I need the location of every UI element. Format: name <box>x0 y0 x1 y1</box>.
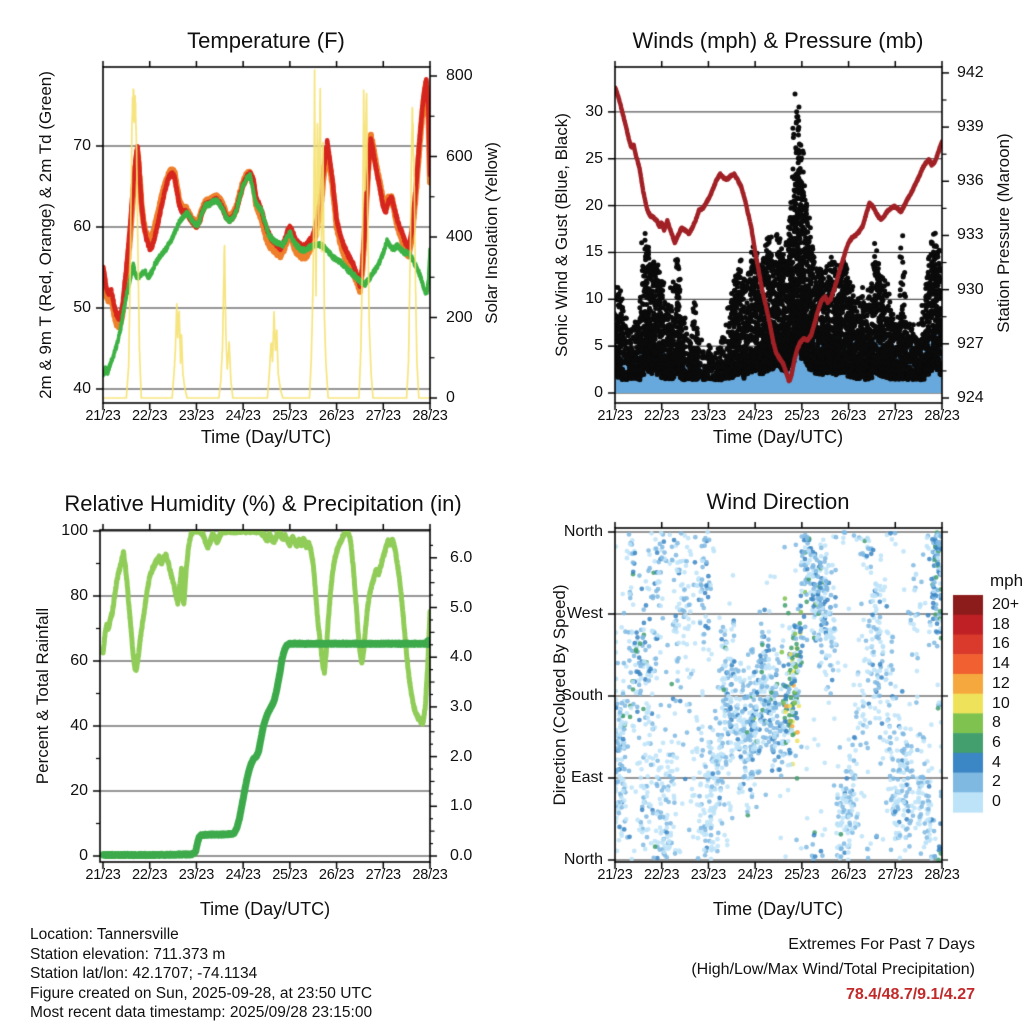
footer-elevation: Station elevation: 711.373 m <box>30 945 226 963</box>
direction-x-axis-label: Time (Day/UTC) <box>712 899 844 919</box>
pressure-tick-label: 933 <box>957 226 984 244</box>
precip-tick-label: 6.0 <box>450 548 473 566</box>
wind-direction-chart-title: Wind Direction <box>706 489 850 514</box>
x-tick-label: 28/23 <box>412 867 448 883</box>
x-tick-label: 26/23 <box>318 408 355 424</box>
colorbar-tick-label: 16 <box>992 635 1010 653</box>
x-tick-label: 22/23 <box>644 867 680 883</box>
percent-tick-label: 80 <box>70 587 88 604</box>
x-tick-label: 28/23 <box>412 408 448 424</box>
temp-tick-label: 60 <box>73 218 91 235</box>
footer-location: Location: Tannersville <box>30 926 179 943</box>
precip-tick-label: 3.0 <box>450 697 473 715</box>
footer-latlon: Station lat/lon: 42.1707; -74.1134 <box>30 965 258 982</box>
x-tick-label: 23/23 <box>178 867 215 883</box>
x-tick-label: 27/23 <box>365 408 401 424</box>
pressure-tick-label: 942 <box>957 63 984 81</box>
x-tick-label: 23/23 <box>690 867 727 883</box>
colorbar-tick-label: 14 <box>992 655 1010 673</box>
wind-tick-label: 0 <box>594 384 603 401</box>
pressure-right-axis-label: Station Pressure (Maroon) <box>994 133 1013 333</box>
x-tick-label: 24/23 <box>737 408 773 424</box>
precip-tick-label: 0.0 <box>450 847 473 864</box>
x-tick-label: 23/23 <box>178 408 215 424</box>
winds-x-axis-label: Time (Day/UTC) <box>712 427 844 447</box>
precip-tick-label: 2.0 <box>450 747 473 765</box>
temp-tick-label: 40 <box>73 380 91 397</box>
precip-tick-label: 1.0 <box>450 797 473 815</box>
direction-tick-label: North <box>563 523 603 540</box>
wind-left-axis-label: Sonic Wind & Gust (Blue, Black) <box>552 113 571 357</box>
pressure-tick-label: 939 <box>957 118 984 136</box>
humidity-x-axis-label: Time (Day/UTC) <box>199 899 331 919</box>
solar-tick-label: 600 <box>446 147 473 165</box>
wind-tick-label: 5 <box>594 337 603 355</box>
x-tick-label: 22/23 <box>644 408 680 424</box>
x-tick-label: 24/23 <box>225 867 261 883</box>
footer-created: Figure created on Sun, 2025-09-28, at 23:50 UTC <box>30 984 373 1002</box>
percent-tick-label: 100 <box>61 522 88 539</box>
x-tick-label: 25/23 <box>272 408 308 424</box>
colorbar-tick-label: 12 <box>992 674 1010 692</box>
extremes-subtitle: (High/Low/Max Wind/Total Precipitation) <box>691 961 975 978</box>
colorbar-tick-label: 8 <box>992 714 1001 732</box>
x-tick-label: 26/23 <box>318 867 355 883</box>
extremes-title: Extremes For Past 7 Days <box>788 936 975 953</box>
temperature-chart-title: Temperature (F) <box>187 28 345 53</box>
pressure-tick-label: 930 <box>957 280 984 298</box>
precip-tick-label: 4.0 <box>450 648 473 666</box>
wind-tick-label: 15 <box>585 243 603 261</box>
x-tick-label: 21/23 <box>597 408 633 424</box>
percent-tick-label: 40 <box>70 717 88 734</box>
x-tick-label: 28/23 <box>924 867 960 883</box>
wind-tick-label: 30 <box>585 102 603 120</box>
x-tick-label: 28/23 <box>924 408 960 424</box>
x-tick-label: 25/23 <box>784 408 820 424</box>
temperature-x-axis-label: Time (Day/UTC) <box>200 427 332 447</box>
humidity-precip-chart-title: Relative Humidity (%) & Precipitation (in) <box>64 491 462 516</box>
x-tick-label: 24/23 <box>225 408 261 424</box>
solar-tick-label: 0 <box>446 389 455 406</box>
direction-axis-label: Direction (Colored By Speed) <box>550 584 569 806</box>
colorbar-tick-label: 2 <box>992 773 1001 791</box>
x-tick-label: 22/23 <box>132 867 168 883</box>
x-tick-label: 23/23 <box>690 408 727 424</box>
x-tick-label: 21/23 <box>85 408 121 424</box>
colorbar-tick-label: 10 <box>992 694 1010 712</box>
x-tick-label: 25/23 <box>784 867 820 883</box>
x-tick-label: 26/23 <box>830 408 867 424</box>
wind-tick-label: 25 <box>585 149 603 167</box>
x-tick-label: 27/23 <box>877 408 913 424</box>
solar-right-axis-label: Solar Insolation (Yellow) <box>482 142 501 324</box>
extremes-values: 78.4/48.7/9.1/4.27 <box>846 986 975 1003</box>
solar-tick-label: 200 <box>446 308 473 326</box>
x-tick-label: 27/23 <box>365 867 401 883</box>
pressure-tick-label: 924 <box>957 389 984 406</box>
colorbar-tick-label: 4 <box>992 753 1001 771</box>
solar-tick-label: 800 <box>446 67 473 84</box>
direction-tick-label: West <box>566 605 603 622</box>
colorbar-tick-label: 0 <box>992 793 1001 811</box>
pressure-tick-label: 936 <box>957 172 984 190</box>
footer-timestamp: Most recent data timestamp: 2025/09/28 23:15:00 <box>30 1004 373 1021</box>
x-tick-label: 24/23 <box>737 867 773 883</box>
percent-tick-label: 20 <box>70 782 88 799</box>
direction-tick-label: East <box>570 769 603 786</box>
colorbar-tick-label: 6 <box>992 733 1001 751</box>
wind-tick-label: 10 <box>585 290 603 308</box>
colorbar-tick-label: 20+ <box>992 595 1020 613</box>
colorbar-tick-label: 18 <box>992 615 1010 633</box>
precip-tick-label: 5.0 <box>450 598 473 616</box>
winds-pressure-chart-title: Winds (mph) & Pressure (mb) <box>632 28 924 53</box>
percent-tick-label: 60 <box>70 652 88 669</box>
x-tick-label: 25/23 <box>272 867 308 883</box>
colorbar-unit-label: mph <box>990 571 1024 590</box>
temp-tick-label: 50 <box>73 299 91 316</box>
wind-tick-label: 20 <box>585 196 603 214</box>
temperature-left-axis-label: 2m & 9m T (Red, Orange) & 2m Td (Green) <box>36 71 55 399</box>
solar-tick-label: 400 <box>446 228 473 245</box>
direction-tick-label: South <box>561 687 603 704</box>
x-tick-label: 27/23 <box>877 867 913 883</box>
pressure-tick-label: 927 <box>957 334 984 352</box>
temp-tick-label: 70 <box>73 137 91 154</box>
x-tick-label: 21/23 <box>85 867 121 883</box>
x-tick-label: 26/23 <box>830 867 867 883</box>
x-tick-label: 22/23 <box>132 408 168 424</box>
x-tick-label: 21/23 <box>597 867 633 883</box>
direction-tick-label: North <box>563 851 603 868</box>
percent-rainfall-axis-label: Percent & Total Rainfall <box>33 607 52 785</box>
percent-tick-label: 0 <box>79 847 88 864</box>
